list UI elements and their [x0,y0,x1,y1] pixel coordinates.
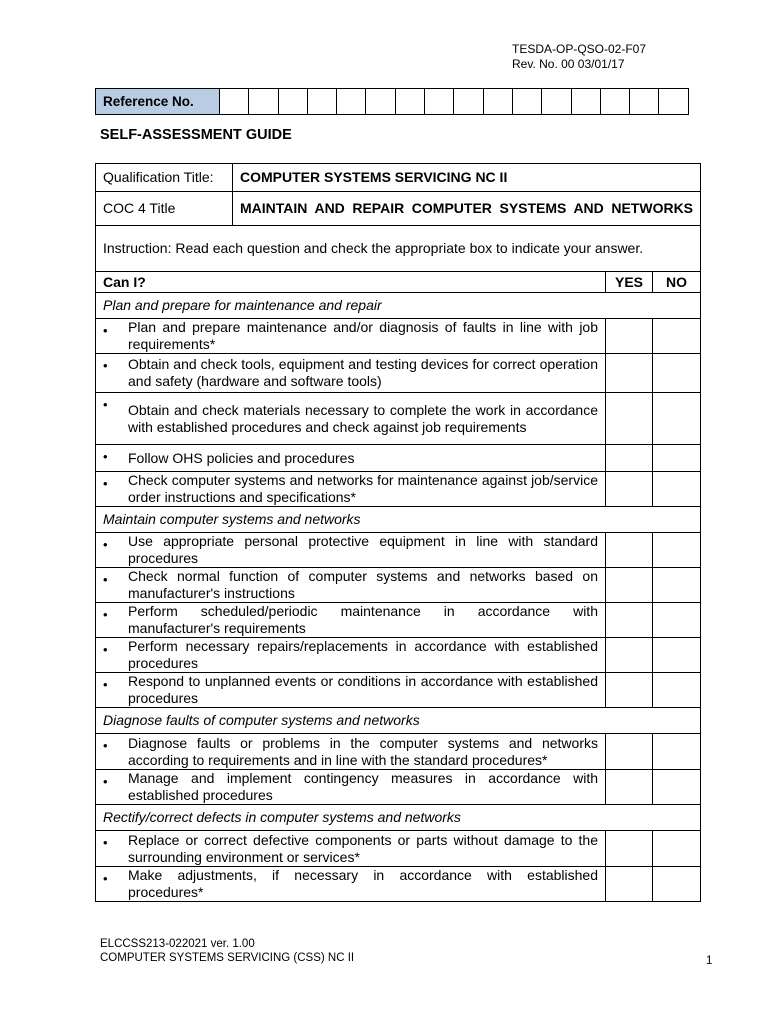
criterion-text: Use appropriate personal protective equipment in line with standard procedures [128,533,598,566]
coc-value: MAINTAIN AND REPAIR COMPUTER SYSTEMS AND NETWORKS [233,192,701,226]
yes-checkbox[interactable] [606,393,653,445]
bullet-icon: • [103,871,108,886]
bullet-icon: • [103,774,108,789]
column-header-row [96,272,701,293]
reference-digit-box[interactable] [483,89,512,115]
criterion-row [96,770,701,805]
criterion-text: Make adjustments, if necessary in accordance with established procedures* [128,867,598,900]
criterion-cell [96,319,606,354]
criterion-cell [96,603,606,638]
section-title: Rectify/correct defects in computer systems and networks [96,805,701,831]
yes-checkbox[interactable] [606,770,653,805]
no-checkbox[interactable] [653,603,701,638]
reference-digit-box[interactable] [307,89,336,115]
yes-header: YES [606,272,653,293]
criterion-cell [96,354,606,393]
yes-checkbox[interactable] [606,472,653,507]
section-title: Maintain computer systems and networks [96,507,701,533]
qualification-row [96,164,701,192]
reference-digit-box[interactable] [425,89,454,115]
yes-checkbox[interactable] [606,867,653,902]
bullet-icon: • [103,476,108,491]
reference-digit-box[interactable] [659,89,688,115]
bullet-icon: • [103,397,108,412]
criterion-row [96,638,701,673]
criterion-row [96,472,701,507]
criterion-cell [96,831,606,867]
criterion-row [96,831,701,867]
no-checkbox[interactable] [653,533,701,568]
criterion-row [96,319,701,354]
section-row [96,293,701,319]
document-code-block [512,42,646,71]
footer-code: ELCCSS213-022021 ver. 1.00 [100,938,255,950]
bullet-icon: • [103,607,108,622]
criterion-cell [96,533,606,568]
yes-checkbox[interactable] [606,734,653,770]
footer [100,938,354,965]
reference-number-row [96,89,689,115]
reference-digit-box[interactable] [337,89,366,115]
no-checkbox[interactable] [653,831,701,867]
page-number: 1 [706,955,713,967]
footer-program: COMPUTER SYSTEMS SERVICING (CSS) NC II [100,951,355,964]
coc-label: COC 4 Title [96,192,233,226]
yes-checkbox[interactable] [606,831,653,867]
no-checkbox[interactable] [653,568,701,603]
yes-checkbox[interactable] [606,319,653,354]
revision-number: Rev. No. 00 03/01/17 [512,56,625,71]
criterion-cell [96,673,606,708]
section-row [96,805,701,831]
no-checkbox[interactable] [653,354,701,393]
bullet-icon: • [103,642,108,657]
qualification-label: Qualification Title: [96,164,233,192]
criterion-cell [96,445,606,472]
criterion-cell [96,472,606,507]
criterion-text: Respond to unplanned events or conditions in accordance with established procedures [128,673,598,706]
no-checkbox[interactable] [653,393,701,445]
yes-checkbox[interactable] [606,638,653,673]
criterion-cell [96,867,606,902]
criterion-text: Follow OHS policies and procedures [128,449,355,466]
reference-digit-box[interactable] [512,89,541,115]
section-title: Diagnose faults of computer systems and networks [96,708,701,734]
criterion-row [96,734,701,770]
no-checkbox[interactable] [653,472,701,507]
criterion-text: Check normal function of computer systems and networks based on manufacturer's instructions [128,568,598,601]
bullet-icon: • [103,323,108,338]
bullet-icon: • [103,537,108,552]
no-checkbox[interactable] [653,673,701,708]
qualification-value: COMPUTER SYSTEMS SERVICING NC II [233,164,701,192]
criterion-text: Plan and prepare maintenance and/or diagnosis of faults in line with job requirements* [128,319,598,352]
reference-digit-box[interactable] [454,89,483,115]
criterion-cell [96,734,606,770]
criterion-row [96,393,701,445]
criterion-text: Diagnose faults or problems in the computer systems and networks according to requirements and in line with the standard procedures* [128,734,598,768]
reference-digit-box[interactable] [220,89,249,115]
yes-checkbox[interactable] [606,673,653,708]
criterion-row [96,867,701,902]
bullet-icon: • [103,677,108,692]
section-row [96,708,701,734]
page-title: SELF-ASSESSMENT GUIDE [100,127,292,143]
criterion-row [96,673,701,708]
reference-number-table [95,88,689,115]
no-header: NO [653,272,701,293]
criterion-text: Manage and implement contingency measures in accordance with established procedures [128,770,598,803]
reference-digit-box[interactable] [600,89,629,115]
no-checkbox[interactable] [653,445,701,472]
no-checkbox[interactable] [653,638,701,673]
criterion-cell [96,770,606,805]
criterion-cell [96,393,606,445]
no-checkbox[interactable] [653,770,701,805]
section-row [96,507,701,533]
bullet-icon: • [103,572,108,587]
criterion-cell [96,638,606,673]
yes-checkbox[interactable] [606,354,653,393]
reference-digit-box[interactable] [542,89,571,115]
criterion-text: Obtain and check tools, equipment and testing devices for correct operation and safety (hardware and software tools) [128,356,598,389]
yes-checkbox[interactable] [606,445,653,472]
reference-digit-box[interactable] [366,89,395,115]
reference-number-label: Reference No. [96,89,220,115]
assessment-table [95,163,701,902]
criterion-row [96,568,701,603]
bullet-icon: • [103,738,108,753]
reference-digit-box[interactable] [395,89,424,115]
criterion-text: Perform necessary repairs/replacements in accordance with established procedures [128,638,598,671]
bullet-icon: • [103,835,108,850]
criterion-text: Obtain and check materials necessary to complete the work in accordance with established procedures and check against job requirements [128,401,598,435]
reference-digit-box[interactable] [278,89,307,115]
yes-checkbox[interactable] [606,533,653,568]
criterion-text: Replace or correct defective components or parts without damage to the surrounding environment or services* [128,831,598,865]
criterion-text: Check computer systems and networks for maintenance against job/service order instructions and specifications* [128,472,598,505]
criterion-row [96,603,701,638]
no-checkbox[interactable] [653,734,701,770]
document-code: TESDA-OP-QSO-02-F07 [512,42,647,56]
criterion-row [96,533,701,568]
reference-digit-box[interactable] [249,89,278,115]
can-i-header: Can I? [96,272,606,293]
coc-row [96,192,701,226]
criterion-text: Perform scheduled/periodic maintenance in accordance with manufacturer's requirements [128,603,598,636]
instruction-text: Instruction: Read each question and check the appropriate box to indicate your answer. [96,226,701,272]
criterion-cell [96,568,606,603]
no-checkbox[interactable] [653,867,701,902]
criterion-row [96,354,701,393]
reference-digit-box[interactable] [630,89,659,115]
bullet-icon: • [103,449,108,464]
bullet-icon: • [103,358,108,373]
criterion-row [96,445,701,472]
yes-checkbox[interactable] [606,603,653,638]
reference-digit-box[interactable] [571,89,600,115]
yes-checkbox[interactable] [606,568,653,603]
instruction-row [96,226,701,272]
no-checkbox[interactable] [653,319,701,354]
section-title: Plan and prepare for maintenance and repair [96,293,701,319]
